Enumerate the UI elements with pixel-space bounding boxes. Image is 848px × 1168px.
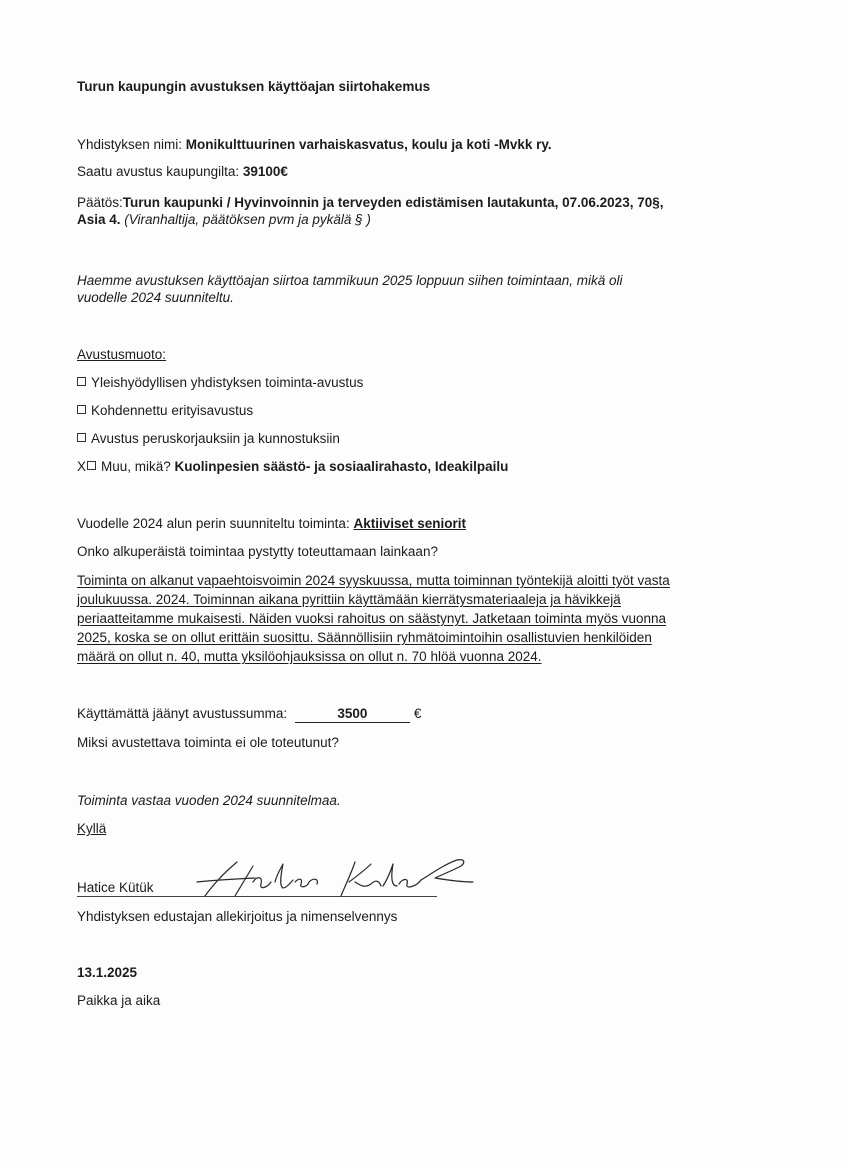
grant-type-option: Yleishyödyllisen yhdistyksen toiminta-avustus [77, 374, 363, 391]
planned-activity-value: Aktiiviset seniorit [353, 516, 466, 531]
checkbox[interactable] [77, 433, 86, 442]
decision-hint: (Viranhaltija, päätöksen pvm ja pykälä § ) [124, 212, 371, 227]
grant-type-option: Avustus peruskorjauksiin ja kunnostuksiin [77, 430, 340, 447]
association-name-row [77, 136, 552, 153]
document-title: Turun kaupungin avustuksen käyttöajan siirtohakemus [77, 79, 431, 94]
answer-1-line: 2025, koska se on ollut erittäin suosittu. Säännöllisiin ryhmätoimintoihin osallistuvien henkilöiden [77, 630, 652, 645]
yes-answer: Kyllä [77, 821, 107, 836]
question-2: Miksi avustettava toiminta ei ole toteutunut? [77, 735, 339, 750]
answer-1-line: joulukuussa. 2024. Toiminnan aikana pyrittiin käyttämään kierrätysmateriaaleja ja hävikkejä [77, 592, 621, 607]
question-1: Onko alkuperäistä toimintaa pystytty toteuttamaan lainkaan? [77, 544, 438, 559]
answer-1-line: määrä on ollut n. 40, mutta yksilöohjauksissa on ollut n. 70 hlöä vuonna 2024. [77, 649, 542, 664]
checkbox[interactable] [77, 377, 86, 386]
unused-amount-value[interactable]: 3500 [295, 706, 410, 723]
grant-amount-label: Saatu avustus kaupungilta: [77, 164, 243, 179]
decision-label: Päätös: [77, 195, 123, 210]
decision-row-1 [77, 194, 663, 211]
answer-1-line: Toiminta on alkanut vapaehtoisvoimin 2024 syyskuussa, mutta toiminnan työntekijä aloitti työt vasta [77, 573, 670, 588]
checkbox[interactable] [77, 405, 86, 414]
answer-2: Toiminta vastaa vuoden 2024 suunnitelmaa. [77, 793, 341, 808]
answer-1-line: periaatteitamme mukaisesti. Näiden vuoksi rahoitus on säästynyt. Jatketaan toiminta myös vuonna [77, 611, 667, 626]
checked-mark: X [77, 459, 87, 474]
unused-amount-unit: € [413, 706, 422, 721]
grant-type-option-other: X Muu, mikä? Kuolinpesien säästö- ja sosiaalirahasto, Ideakilpailu [77, 459, 509, 474]
checkbox-checked[interactable] [87, 461, 96, 470]
handwritten-signature [195, 852, 475, 902]
grant-type-heading: Avustusmuoto: [77, 347, 167, 362]
other-grant-value: Kuolinpesien säästö- ja sosiaalirahasto, Ideakilpailu [174, 459, 509, 474]
decision-value: Turun kaupunki / Hyvinvoinnin ja terveyden edistämisen lautakunta, 07.06.2023, 70§, [122, 195, 664, 210]
decision-item: Asia 4. [77, 212, 121, 227]
planned-activity-label: Vuodelle 2024 alun perin suunniteltu toiminta: [77, 516, 354, 531]
grant-amount-row [77, 163, 288, 180]
date-value: 13.1.2025 [77, 965, 138, 980]
signer-name: Hatice Kütük [77, 880, 154, 895]
request-text-line-2: vuodelle 2024 suunniteltu. [77, 290, 234, 305]
signature-caption: Yhdistyksen edustajan allekirjoitus ja nimenselvennys [77, 909, 398, 924]
grant-type-option: Kohdennettu erityisavustus [77, 402, 253, 419]
grant-amount-value: 39100€ [242, 164, 288, 179]
association-name-value: Monikulttuurinen varhaiskasvatus, koulu ja koti -Mvkk ry. [185, 137, 552, 152]
planned-activity-row [77, 515, 466, 532]
association-name-label: Yhdistyksen nimi: [77, 137, 186, 152]
request-text-line-1: Haemme avustuksen käyttöajan siirtoa tammikuun 2025 loppuun siihen toimintaan, mikä oli [77, 273, 623, 288]
unused-amount-label: Käyttämättä jäänyt avustussumma: [77, 706, 291, 721]
unused-amount-row [77, 705, 421, 723]
decision-row-2 [77, 211, 371, 228]
place-date-label: Paikka ja aika [77, 993, 161, 1008]
